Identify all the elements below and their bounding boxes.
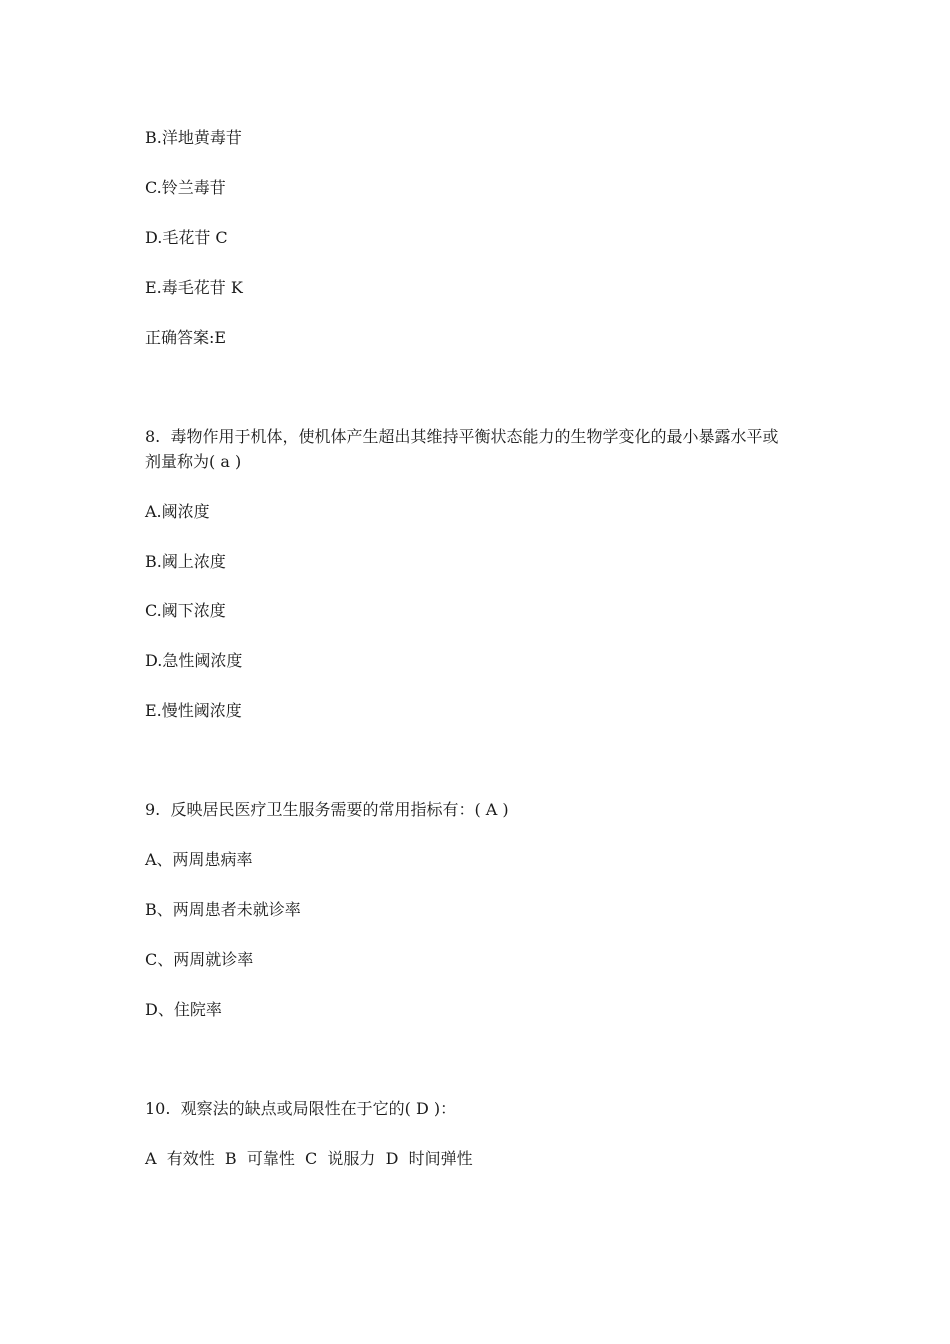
q9-option-d: D、住院率 — [145, 1000, 222, 1019]
q8-stem-line1: 8. 毒物作用于机体，使机体产生超出其维持平衡状态能力的生物学变化的最小暴露水平或 — [145, 427, 779, 446]
q8-option-e: E.慢性阈浓度 — [145, 701, 242, 720]
q7-option-e: E.毒毛花苷 K — [145, 278, 243, 297]
q9-option-c: C、两周就诊率 — [145, 950, 254, 969]
q7-option-d: D.毛花苷 C — [145, 228, 228, 247]
q7-option-b: B.洋地黄毒苷 — [145, 128, 242, 147]
q10-options: A 有效性 B 可靠性 C 说服力 D 时间弹性 — [145, 1149, 473, 1168]
q8-option-d: D.急性阈浓度 — [145, 651, 243, 670]
q10-stem: 10. 观察法的缺点或局限性在于它的( D )： — [145, 1099, 457, 1118]
q9-option-b: B、两周患者未就诊率 — [145, 900, 301, 919]
q8-stem-line2: 剂量称为( a ) — [145, 452, 242, 471]
q8-option-b: B.阈上浓度 — [145, 552, 226, 571]
q9-stem: 9. 反映居民医疗卫生服务需要的常用指标有：( A ) — [145, 800, 509, 819]
q7-answer: 正确答案:E — [145, 328, 227, 347]
q8-option-c: C.阈下浓度 — [145, 601, 226, 620]
q8-option-a: A.阈浓度 — [145, 502, 210, 521]
q7-option-c: C.铃兰毒苷 — [145, 178, 226, 197]
q9-option-a: A、两周患病率 — [145, 850, 253, 869]
